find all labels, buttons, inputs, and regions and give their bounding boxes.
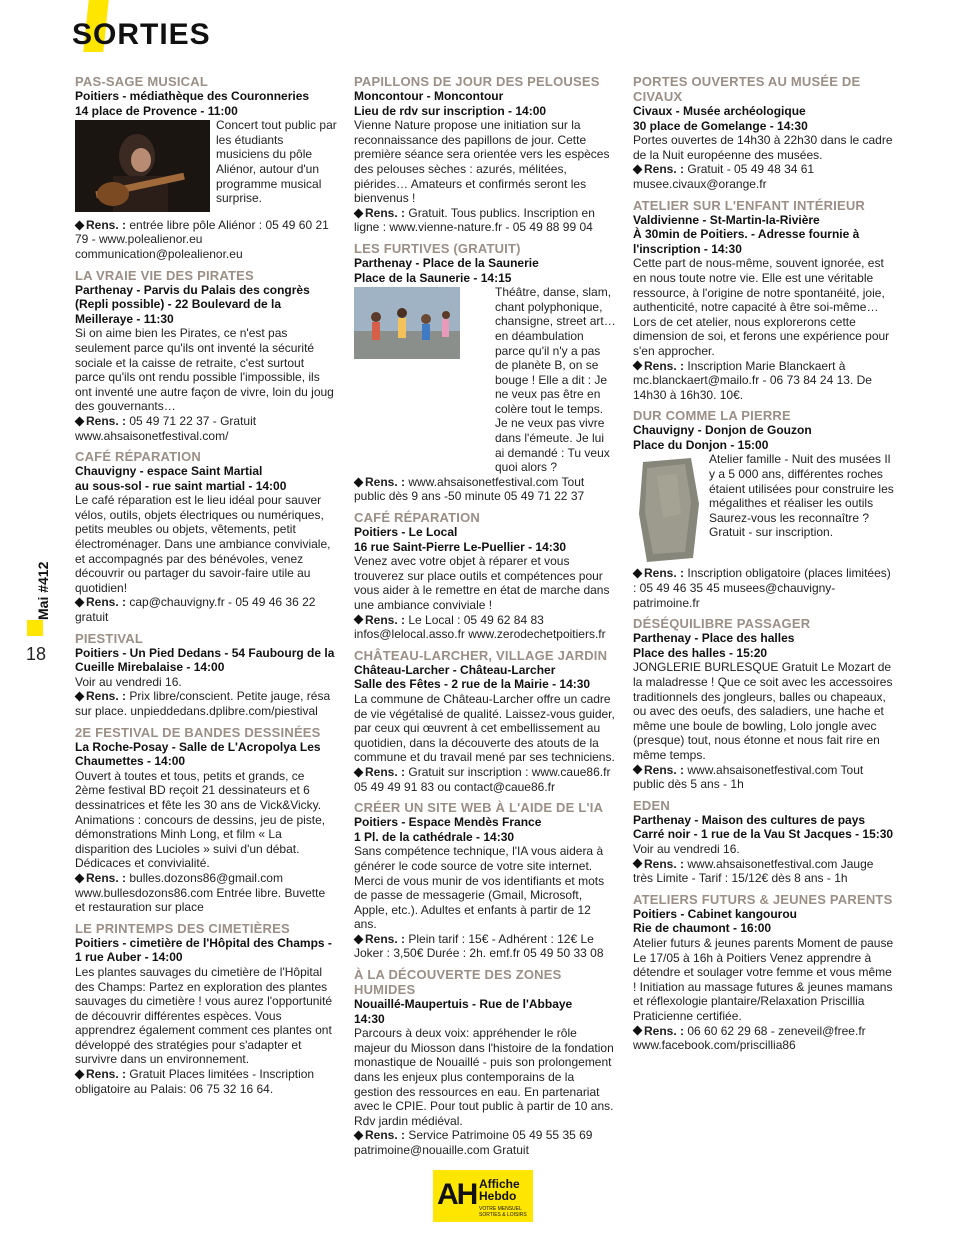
info-label: Rens. : bbox=[86, 595, 127, 610]
event-entry bbox=[633, 892, 895, 1053]
info-text: Plein tarif : 15€ - Adhérent : 12€ Le Joker : 3,50€ Durée : 2h. emf.fr 05 49 50 33 08 bbox=[354, 931, 604, 961]
event-location: La Roche-Posay - Salle de L'Acropolya Les Chaumettes - 14:00 bbox=[75, 739, 321, 769]
event-title: LES FURTIVES (GRATUIT) bbox=[354, 240, 521, 256]
info-text: bulles.dozons86@gmail.com www.bullesdozons86.com Entrée libre. Buvette et restauration sur place bbox=[75, 870, 326, 915]
stone-photo bbox=[633, 454, 703, 564]
event-info bbox=[633, 1024, 895, 1053]
event-description: Voir au vendredi 16. bbox=[633, 841, 740, 856]
event-info bbox=[354, 932, 616, 961]
event-title: LE PRINTEMPS DES CIMETIÈRES bbox=[75, 920, 290, 936]
event-description: La commune de Château-Larcher offre un cadre de vie végétalisé de qualité. Laissez-vous guider, par ceux qui œuvrent à cet embellissement au quotidien, dans la découverte des atouts de la commune et du travail mené par ses techniciens. bbox=[354, 691, 615, 765]
event-entry bbox=[633, 74, 895, 192]
info-text: Prix libre/conscient. Petite jauge, résa sur place. unpieddedans.dplibre.com/piestival bbox=[75, 689, 331, 718]
diamond-icon bbox=[75, 692, 85, 702]
event-info bbox=[75, 871, 337, 915]
event-entry bbox=[354, 510, 616, 642]
event-photo-block bbox=[75, 118, 337, 218]
event-entry bbox=[354, 241, 616, 504]
diamond-icon bbox=[633, 765, 643, 775]
event-description: Ouvert à toutes et tous, petits et grands, ce 2ème festival BD reçoit 21 dessinateurs et 6 dessinatrices et fête les 30 ans de Vick&Vicky. Animations : concours de dessins, jeu de piste, démonstrations Minh Long, et film « La disparition des Lucioles » suivi d'un débat. Dédicaces et convivialité. bbox=[75, 768, 326, 871]
info-label: Rens. : bbox=[365, 1128, 406, 1143]
issue-text: Mai #412 bbox=[35, 561, 51, 620]
event-title: LA VRAIE VIE DES PIRATES bbox=[75, 267, 254, 283]
event-info bbox=[633, 857, 895, 886]
event-entry bbox=[75, 921, 337, 1097]
event-location: Parthenay - Place de la Saunerie Place de la Saunerie - 14:15 bbox=[354, 255, 539, 285]
diamond-icon bbox=[633, 1026, 643, 1036]
page-number: 18 bbox=[26, 644, 47, 664]
event-description: Le café réparation est le lieu idéal pour sauver vélos, outils, objets électriques ou numériques, petits meubles ou objets, vêtements, petit électroménager. Dans une ambiance conviviale, et accompagnés par des bénévoles, venez découvrir ou partager du savoir-faire utile au quotidien! bbox=[75, 493, 331, 595]
info-label: Rens. : bbox=[644, 1023, 685, 1038]
diamond-icon bbox=[354, 615, 364, 625]
event-entry bbox=[633, 198, 895, 403]
event-location: Poitiers - Un Pied Dedans - 54 Faubourg de la Cueille Mirebalaise - 14:00 bbox=[75, 645, 335, 675]
info-label: Rens. : bbox=[86, 413, 127, 428]
info-text: Gratuit - 05 49 48 34 61 musee.civaux@orange.fr bbox=[633, 162, 815, 191]
info-text: Gratuit. Tous publics. Inscription en ligne : www.vienne-nature.fr - 05 49 88 99 04 bbox=[354, 205, 595, 235]
event-entry bbox=[354, 648, 616, 794]
event-title: ATELIER SUR L'ENFANT INTÉRIEUR bbox=[633, 197, 866, 213]
diamond-icon bbox=[633, 859, 643, 869]
event-description: Venez avec votre objet à réparer et vous trouverez sur place outils et compétences pour vous aider à le remettre en état de marche dans une ambiance conviviale ! bbox=[354, 554, 610, 612]
info-label: Rens. : bbox=[365, 931, 406, 946]
diamond-icon bbox=[633, 569, 643, 579]
event-info bbox=[633, 359, 895, 403]
event-info bbox=[354, 1128, 616, 1157]
event-info bbox=[633, 162, 895, 191]
event-location: Parthenay - Place des halles Place des halles - 15:20 bbox=[633, 631, 795, 660]
info-text: Le Local : 05 49 62 84 83 infos@lelocal.asso.fr www.zerodechetpoitiers.fr bbox=[354, 612, 606, 642]
info-label: Rens. : bbox=[86, 870, 127, 885]
logo-mark: AH bbox=[437, 1178, 477, 1211]
event-location: Poitiers - Cabinet kangourou Rie de chaumont - 16:00 bbox=[633, 906, 798, 936]
event-photo-block bbox=[633, 452, 895, 566]
diamond-icon bbox=[75, 220, 85, 230]
diamond-icon bbox=[75, 598, 85, 608]
event-entry bbox=[633, 408, 895, 610]
info-text: 06 60 62 29 68 - zeneveil@free.fr www.facebook.com/priscillia86 bbox=[633, 1023, 866, 1053]
event-location: Poitiers - Espace Mendès France 1 Pl. de la cathédrale - 14:30 bbox=[354, 815, 542, 844]
info-text: entrée libre pôle Aliénor : 05 49 60 21 79 - www.polealienor.eu communication@polealienor.eu bbox=[75, 217, 329, 261]
event-location: Valdivienne - St-Martin-la-Rivière À 30min de Poitiers. - Adresse fournie à l'inscription - 14:30 bbox=[633, 212, 860, 256]
event-photo-block bbox=[354, 285, 616, 475]
event-description: Portes ouvertes de 14h30 à 22h30 dans le cadre de la Nuit européenne des musées. bbox=[633, 133, 893, 162]
event-description: Concert tout public par les étudiants musiciens du pôle Aliénor, autour d'un programme musical surprise. bbox=[216, 118, 337, 206]
event-title: CHÂTEAU-LARCHER, VILLAGE JARDIN bbox=[354, 647, 608, 663]
event-entry bbox=[75, 725, 337, 915]
event-title: PAPILLONS DE JOUR DES PELOUSES bbox=[354, 74, 600, 89]
event-info bbox=[633, 566, 895, 610]
diamond-icon bbox=[633, 165, 643, 175]
event-info bbox=[354, 765, 616, 794]
diamond-icon bbox=[633, 361, 643, 371]
diamond-icon bbox=[75, 873, 85, 883]
event-location: Poitiers - cimetière de l'Hôpital des Champs - 1 rue Auber - 14:00 bbox=[75, 935, 332, 965]
column-1 bbox=[75, 74, 337, 1102]
event-location: Parthenay - Maison des cultures de pays Carré noir - 1 rue de la Vau St Jacques - 15:30 bbox=[633, 812, 894, 842]
event-title: CAFÉ RÉPARATION bbox=[354, 510, 481, 526]
event-info bbox=[354, 613, 616, 642]
event-description: Atelier famille - Nuit des musées Il y a 5 000 ans, différentes roches étaient utilisées pour construire les mégalithes et réaliser les outils Saurez-vous les reconnaître ? Gratuit - sur inscription. bbox=[709, 452, 894, 540]
event-title: CAFÉ RÉPARATION bbox=[75, 449, 202, 465]
event-info bbox=[75, 1067, 337, 1096]
event-description: Si on aime bien les Pirates, ce n'est pas seulement parce qu'ils ont inventé la sécurité sociale et la caisse de retraite, c'est surtout parce qu'ils ont rendu possible l'impossible, ils ont inventé une autre façon de vivre, loin du joug des gouvernants… bbox=[75, 326, 334, 414]
affiche-hebdo-logo bbox=[433, 1170, 533, 1222]
info-label: Rens. : bbox=[365, 764, 406, 779]
logo-tagline: VOTRE MENSUEL SORTIES & LOISIRS bbox=[479, 1206, 527, 1218]
event-description: Les plantes sauvages du cimetière de l'Hôpital des Champs: Partez en exploration des plantes sauvages du cimetière ! vous aurez l'opportunité de découvrir différentes espèces. Vous apprendrez également comment ces plantes ont développé des stratégies pour s'adapter et survivre dans un environnement. bbox=[75, 964, 333, 1067]
event-description: Théâtre, danse, slam, chant polyphonique, chansigne, street art… en déambulation parce qu'il n'y a pas de planète B, on se bouge ! Elle a dit : Je ne veux pas être en colère tout le temps. Je ne veux pas vivre dans l'émeute. Je lui ai demandé : Tu veux quoi alors ? bbox=[495, 285, 616, 475]
info-text: www.ahsaisonetfestival.com Jauge très Limite - Tarif : 15/12€ dès 8 ans - 1h bbox=[633, 856, 874, 886]
diamond-icon bbox=[354, 1131, 364, 1141]
event-entry bbox=[633, 616, 895, 792]
section-title: SORTIES bbox=[72, 18, 211, 51]
issue-label bbox=[23, 540, 51, 630]
event-location: Nouaillé-Maupertuis - Rue de l'Abbaye 14:30 bbox=[354, 997, 573, 1026]
event-entry bbox=[75, 449, 337, 625]
event-info bbox=[354, 475, 616, 504]
event-title: DÉSÉQUILIBRE PASSAGER bbox=[633, 616, 811, 632]
event-location: Parthenay - Parvis du Palais des congrès (Repli possible) - 22 Boulevard de la Meilleraye - 11:30 bbox=[75, 282, 310, 326]
event-title: PAS-SAGE MUSICAL bbox=[75, 74, 208, 89]
event-entry bbox=[75, 268, 337, 444]
column-2 bbox=[354, 74, 616, 1164]
info-label: Rens. : bbox=[644, 162, 685, 177]
event-title: EDEN bbox=[633, 797, 670, 813]
event-entry bbox=[75, 74, 337, 262]
info-text: Inscription obligatoire (places limitées) : 05 49 46 35 45 musees@chauvigny-patrimoine.fr bbox=[633, 566, 891, 610]
musician-photo bbox=[75, 120, 210, 216]
event-location: Moncontour - Moncontour Lieu de rdv sur inscription - 14:00 bbox=[354, 89, 547, 118]
event-description: Parcours à deux voix: appréhender le rôle majeur du Miosson dans l'histoire de la fondation monastique de Nouaillé - puis son prolongement dans les enjeux plus contemporains de la gestion des ressources en eau. En partenariat avec le CPIE. Pour tout public à partir de 10 ans. Rdv jardin médiéval. bbox=[354, 1026, 614, 1128]
event-location: Château-Larcher - Château-Larcher Salle des Fêtes - 2 rue de la Mairie - 14:30 bbox=[354, 662, 591, 692]
event-entry bbox=[633, 798, 895, 886]
info-text: Inscription Marie Blanckaert à mc.blanckaert@mailo.fr - 06 73 84 24 13. De 14h30 à 16h30. 10€. bbox=[633, 358, 872, 402]
info-label: Rens. : bbox=[644, 856, 685, 871]
diamond-icon bbox=[75, 1069, 85, 1079]
event-title: 2E FESTIVAL DE BANDES DESSINÉES bbox=[75, 724, 321, 740]
info-label: Rens. : bbox=[365, 474, 406, 489]
event-description: Voir au vendredi 16. bbox=[75, 674, 182, 689]
event-title: ATELIERS FUTURS & JEUNES PARENTS bbox=[633, 891, 893, 907]
event-entry bbox=[354, 74, 616, 235]
diamond-icon bbox=[354, 208, 364, 218]
event-title: CRÉER UN SITE WEB À L'AIDE DE L'IA bbox=[354, 800, 604, 816]
event-entry bbox=[75, 631, 337, 719]
info-label: Rens. : bbox=[644, 358, 685, 373]
column-3 bbox=[633, 74, 895, 1059]
event-info bbox=[633, 763, 895, 792]
info-label: Rens. : bbox=[365, 205, 406, 220]
event-info bbox=[354, 206, 616, 235]
event-location: Civaux - Musée archéologique 30 place de Gomelange - 14:30 bbox=[633, 104, 808, 133]
event-info bbox=[75, 595, 337, 624]
event-title: DUR COMME LA PIERRE bbox=[633, 408, 791, 424]
diamond-icon bbox=[354, 477, 364, 487]
info-text: 05 49 71 22 37 - Gratuit www.ahsaisonetfestival.com/ bbox=[75, 413, 257, 443]
info-text: Gratuit Places limitées - Inscription obligatoire au Palais: 06 75 32 16 64. bbox=[75, 1067, 315, 1096]
event-description: Atelier futurs & jeunes parents Moment de pause Le 17/05 à 16h à Poitiers Venez apprendre à détendre et soulager votre femme et vous même ! Initiation au massage futures & jeunes mamans et réflexologie plantaire/Relaxation Priscillia Praticienne certifiée. bbox=[633, 935, 894, 1023]
issue-accent-bar bbox=[27, 620, 43, 636]
info-text: www.ahsaisonetfestival.com Tout public dès 5 ans - 1h bbox=[633, 762, 864, 792]
info-label: Rens. : bbox=[365, 612, 406, 627]
event-description: Vienne Nature propose une initiation sur la reconnaissance des papillons de jour. Cette première séance sera orientée vers les espèces des pelouses sèches : azurés, mélitées, piérides… Amateurs et confirmés seront les bienvenus ! bbox=[354, 118, 610, 206]
diamond-icon bbox=[75, 416, 85, 426]
event-location: Chauvigny - Donjon de Gouzon Place du Donjon - 15:00 bbox=[633, 423, 812, 452]
info-label: Rens. : bbox=[644, 762, 685, 777]
event-location: Chauvigny - espace Saint Martial au sous-sol - rue saint martial - 14:00 bbox=[75, 464, 287, 493]
event-entry bbox=[354, 967, 616, 1158]
info-text: www.ahsaisonetfestival.com Tout public dès 9 ans -50 minute 05 49 71 22 37 bbox=[354, 474, 585, 504]
info-text: Service Patrimoine 05 49 55 35 69 patrimoine@nouaille.com Gratuit bbox=[354, 1128, 593, 1157]
info-label: Rens. : bbox=[86, 1067, 127, 1082]
info-label: Rens. : bbox=[86, 689, 127, 704]
event-info bbox=[75, 689, 337, 718]
event-info bbox=[75, 414, 337, 443]
dance-photo bbox=[354, 287, 489, 363]
event-description: JONGLERIE BURLESQUE Gratuit Le Mozart de la maladresse ! Que ce soit avec les accessoires traditionnels des jongleurs, balles ou chapeaux, ou avec des oeufs, des saladiers, une hache et même une boule de bowling, Lolo jongle avec (presque) tout, nous étonne et nous fait rire en même temps. bbox=[633, 660, 893, 762]
info-label: Rens. : bbox=[644, 566, 685, 581]
event-location: Poitiers - Le Local 16 rue Saint-Pierre Le-Puellier - 14:30 bbox=[354, 525, 567, 554]
event-title: PIESTIVAL bbox=[75, 630, 144, 646]
event-description: Sans compétence technique, l'IA vous aidera à générer le code source de votre site internet. Merci de vous munir de vos identifiants et mots de passe de messagerie (Gmail, Microsoft, Apple, etc.). Adultes et enfants à partir de 12 ans. bbox=[354, 844, 605, 932]
diamond-icon bbox=[354, 767, 364, 777]
event-title: À LA DÉCOUVERTE DES ZONES HUMIDES bbox=[354, 967, 562, 998]
diamond-icon bbox=[354, 934, 364, 944]
event-location: Poitiers - médiathèque des Couronneries 14 place de Provence - 11:00 bbox=[75, 89, 310, 118]
info-label: Rens. : bbox=[86, 217, 127, 232]
info-text: cap@chauvigny.fr - 05 49 46 36 22 gratuit bbox=[75, 595, 316, 625]
info-text: Gratuit sur inscription : www.caue86.fr 05 49 49 91 83 ou contact@caue86.fr bbox=[354, 764, 611, 794]
event-description: Cette part de nous-même, souvent ignorée, est en nous toute notre vie. Elle est une véritable ressource, à l'origine de notre spontanéité, joie, authenticité, notre capacité à être soi-même… Lors de cet atelier, nous explorerons cette dimension de soi, et ferons une expérience pour s'en approcher. bbox=[633, 256, 890, 358]
logo-name: Affiche Hebdo bbox=[479, 1177, 520, 1203]
event-info bbox=[75, 218, 337, 262]
event-entry bbox=[354, 800, 616, 961]
event-title: PORTES OUVERTES AU MUSÉE DE CIVAUX bbox=[633, 74, 861, 104]
